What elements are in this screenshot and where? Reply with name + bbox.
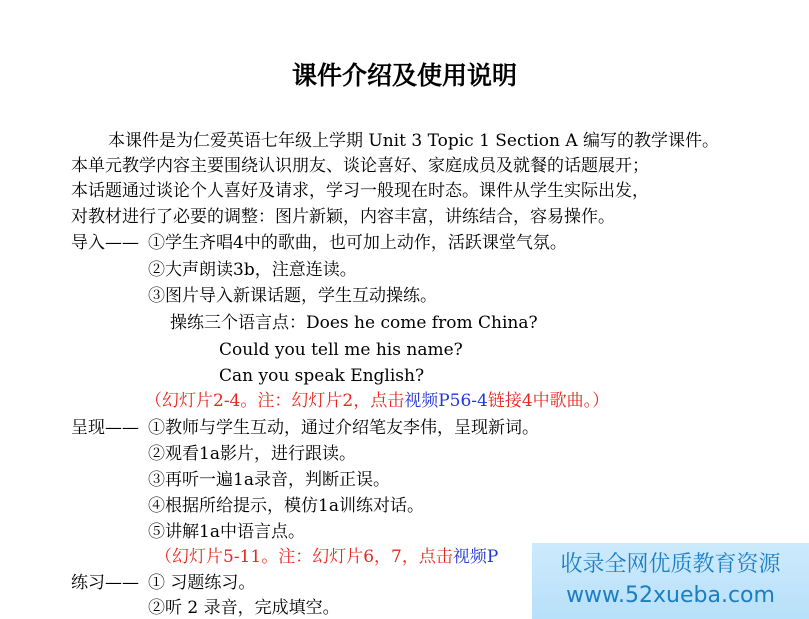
- watermark-slogan: 收录全网优质教育资源: [560, 552, 781, 577]
- intro-item-2: ②大声朗读3b，注意连读。: [148, 260, 357, 280]
- exercise-item-1: ① 习题练习。: [148, 573, 256, 593]
- practice-point-3: Can you speak English?: [219, 366, 425, 386]
- present-item-3: ③再听一遍1a录音，判断正误。: [148, 470, 390, 490]
- page-title: 课件介绍及使用说明: [291, 61, 517, 90]
- present-item-1: ①教师与学生互动，通过介绍笔友李伟，呈现新词。: [148, 418, 539, 438]
- present-note-text-a: （幻灯片5-11。注：幻灯片6，7，点击: [155, 547, 453, 567]
- intro-paragraph-line-3: 本话题通过谈论个人喜好及请求，学习一般现在时态。课件从学生实际出发，: [71, 181, 649, 201]
- present-slide-note: [155, 546, 498, 568]
- intro-paragraph-line-1: 本课件是为仁爱英语七年级上学期 Unit 3 Topic 1 Section A 编写的教学课件。: [108, 131, 720, 151]
- practice-point-2: Could you tell me his name?: [219, 340, 463, 360]
- intro-slide-note: [145, 390, 609, 412]
- watermark-banner: [532, 543, 809, 619]
- present-item-4: ④根据所给提示，模仿1a训练对话。: [148, 496, 424, 516]
- video-link-partial[interactable]: 视频P: [452, 547, 499, 567]
- present-item-5: ⑤讲解1a中语言点。: [148, 522, 305, 542]
- intro-note-text-a: （幻灯片2-4。注：幻灯片2，点击: [145, 391, 405, 411]
- intro-section-label: 导入——: [71, 233, 139, 253]
- watermark-url: www.52xueba.com: [566, 583, 775, 608]
- intro-item-3: ③图片导入新课话题，学生互动操练。: [148, 286, 437, 306]
- intro-note-text-b: 链接4中歌曲。）: [487, 391, 610, 411]
- intro-paragraph-line-2: 本单元教学内容主要围绕认识朋友、谈论喜好、家庭成员及就餐的话题展开；: [71, 156, 649, 176]
- exercise-section-label: 练习——: [71, 573, 139, 593]
- practice-point-1: 操练三个语言点：Does he come from China?: [170, 313, 538, 333]
- intro-item-1: ①学生齐唱4中的歌曲，也可加上动作，活跃课堂气氛。: [148, 233, 567, 253]
- video-link-p56-4[interactable]: 视频P56-4: [404, 391, 488, 411]
- present-item-2: ②观看1a影片，进行跟读。: [148, 444, 356, 464]
- exercise-item-2: ②听 2 录音，完成填空。: [148, 598, 340, 618]
- intro-paragraph-line-4: 对教材进行了必要的调整：图片新颖，内容丰富，讲练结合，容易操作。: [71, 207, 615, 227]
- present-section-label: 呈现——: [71, 418, 139, 438]
